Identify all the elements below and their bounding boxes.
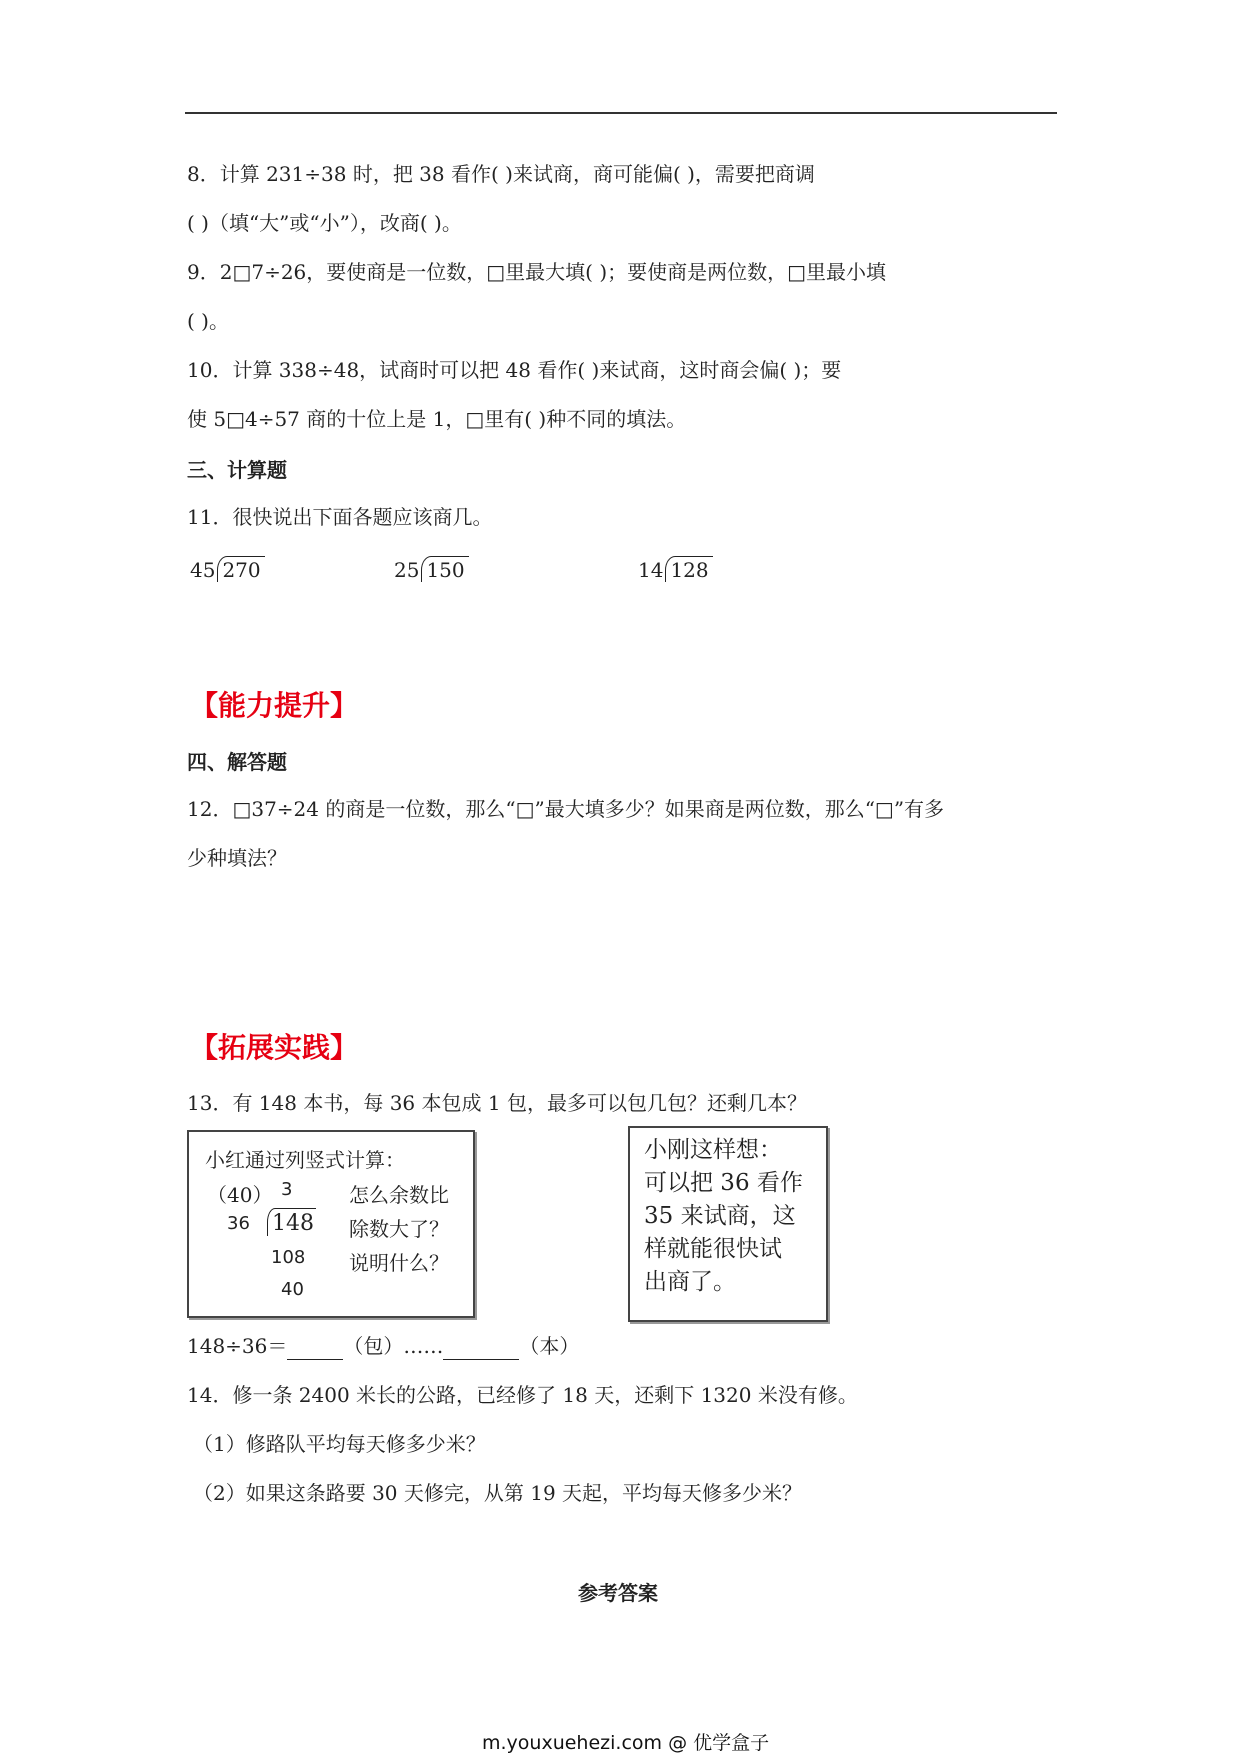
q9-line1: 9．2□7÷26，要使商是一位数，□里最大填( )；要使商是两位数，□里最小填 (187, 260, 887, 284)
answer-blank-remaining[interactable] (443, 1339, 519, 1360)
q14-text: 14．修一条 2400 米长的公路，已经修了 18 天，还剩下 1320 米没有修。 (187, 1383, 858, 1407)
dividend: 270 (217, 556, 264, 582)
q12-line2: 少种填法？ (187, 846, 287, 870)
question-line3: 说明什么？ (349, 1251, 449, 1275)
remainder: 40 (281, 1279, 304, 1300)
q9-line2: ( )。 (187, 309, 229, 333)
dividend: 148 (267, 1208, 316, 1236)
q14-sub2: （2）如果这条路要 30 天修完，从第 19 天起，平均每天修多少米？ (193, 1481, 803, 1505)
divisor: 45 (190, 558, 216, 582)
heading-ability: 【能力提升】 (190, 689, 359, 722)
xiaogang-line4: 样就能很快试 (644, 1236, 782, 1262)
divisor: 25 (394, 558, 420, 582)
xiaogang-line5: 出商了。 (644, 1269, 736, 1295)
division-problem-3 (638, 556, 713, 582)
dividend: 128 (665, 556, 712, 582)
footer-watermark: m.youxuehezi.com @ 优学盒子 (482, 1732, 770, 1754)
division-problem-1 (190, 556, 265, 582)
header-rule (185, 112, 1057, 114)
answer-blank-packs[interactable] (287, 1339, 343, 1360)
question-line2: 除数大了？ (349, 1217, 449, 1241)
q10-line1: 10．计算 338÷48，试商时可以把 48 看作( )来试商，这时商会偏( )；要 (187, 358, 842, 382)
q8-line2: ( )（填“大”或“小”），改商( )。 (187, 211, 462, 235)
xiaogang-line2: 可以把 36 看作 (644, 1170, 803, 1196)
answer-prefix: 148÷36＝ (187, 1334, 288, 1358)
divisor: 36 (227, 1213, 250, 1234)
xiaogang-line3: 35 来试商，这 (644, 1203, 796, 1229)
q11-text: 11．很快说出下面各题应该商几。 (187, 505, 493, 529)
q14-sub1: （1）修路队平均每天修多少米？ (193, 1432, 486, 1456)
xiaohong-title: 小红通过列竖式计算： (205, 1148, 405, 1172)
section-4-heading: 四、解答题 (187, 750, 287, 774)
q13-answer-line (187, 1332, 579, 1360)
xiaogang-box (628, 1126, 828, 1322)
answer-unit-packs: （包）…… (343, 1334, 444, 1358)
q10-line2: 使 5□4÷57 商的十位上是 1，□里有( )种不同的填法。 (187, 407, 687, 431)
question-line1: 怎么余数比 (349, 1183, 449, 1207)
answer-unit-books: （本） (519, 1334, 580, 1358)
q12-line1: 12．□37÷24 的商是一位数，那么“□”最大填多少？如果商是两位数，那么“□”有多 (187, 797, 945, 821)
q8-line1: 8．计算 231÷38 时，把 38 看作( )来试商，商可能偏( )，需要把商调 (187, 162, 815, 186)
quotient: 3 (281, 1179, 293, 1200)
product: 108 (271, 1247, 306, 1268)
guess-quotient: （40） (207, 1183, 273, 1207)
division-problem-2 (394, 556, 469, 582)
answers-heading: 参考答案 (578, 1581, 658, 1605)
heading-practice: 【拓展实践】 (190, 1031, 359, 1064)
section-3-heading: 三、计算题 (187, 458, 287, 482)
dividend: 150 (421, 556, 468, 582)
divisor: 14 (638, 558, 664, 582)
xiaohong-box (187, 1130, 475, 1318)
q13-text: 13．有 148 本书，每 36 本包成 1 包，最多可以包几包？还剩几本？ (187, 1091, 807, 1115)
xiaogang-line1: 小刚这样想： (644, 1137, 782, 1163)
